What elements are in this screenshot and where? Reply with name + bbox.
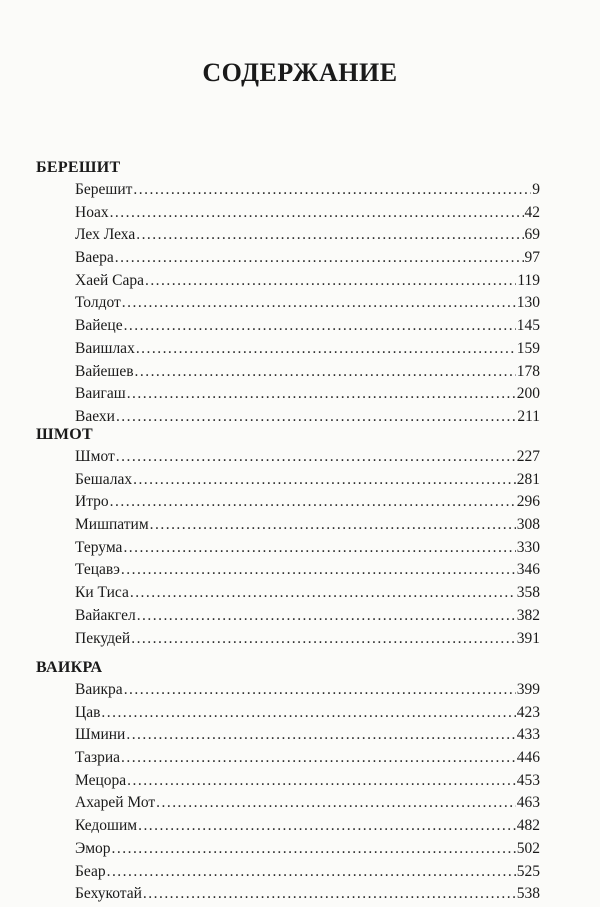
toc-entry bbox=[36, 838, 540, 861]
toc-entry bbox=[36, 861, 540, 884]
toc-entry bbox=[36, 537, 540, 560]
dot-leader bbox=[136, 338, 516, 361]
dot-leader bbox=[127, 383, 516, 406]
toc-entry-page-number: 130 bbox=[516, 294, 540, 312]
dot-leader bbox=[130, 582, 516, 605]
toc-list bbox=[36, 679, 540, 906]
toc-entry bbox=[36, 815, 540, 838]
toc-entry-name: Тецавэ bbox=[75, 561, 120, 579]
dot-leader bbox=[133, 469, 516, 492]
toc-entry bbox=[36, 605, 540, 628]
dot-leader bbox=[150, 514, 516, 537]
toc-entry bbox=[36, 724, 540, 747]
dot-leader bbox=[110, 202, 524, 225]
toc-entry bbox=[36, 446, 540, 469]
toc-entry bbox=[36, 559, 540, 582]
dot-leader bbox=[145, 270, 516, 293]
toc-entry-name: Лех Леха bbox=[75, 226, 136, 244]
toc-entry-page-number: 119 bbox=[517, 271, 540, 289]
toc-entry-page-number: 308 bbox=[516, 516, 540, 534]
toc-entry-name: Ваикра bbox=[75, 681, 123, 698]
toc-entry bbox=[36, 582, 540, 605]
dot-leader bbox=[123, 537, 515, 560]
toc-entry-page-number: 453 bbox=[516, 771, 540, 789]
toc-entry-page-number: 281 bbox=[516, 470, 540, 488]
page-title: СОДЕРЖАНИЕ bbox=[202, 58, 398, 87]
toc-entry-page-number: 538 bbox=[516, 885, 540, 903]
toc-entry-name: Ваехи bbox=[75, 407, 115, 425]
dot-leader bbox=[138, 815, 516, 838]
toc-entry-name: Бешалах bbox=[75, 470, 133, 488]
toc-entry-name: Вайакгел bbox=[75, 606, 136, 624]
toc-entry bbox=[36, 679, 540, 702]
toc-entry-page-number: 358 bbox=[516, 584, 540, 602]
dot-leader bbox=[124, 679, 516, 702]
toc-entry bbox=[36, 702, 540, 725]
toc-entry bbox=[36, 292, 540, 315]
toc-entry-page-number: 227 bbox=[516, 448, 540, 465]
dot-leader bbox=[131, 628, 516, 651]
dot-leader bbox=[127, 770, 516, 793]
toc-entry-page-number: 145 bbox=[516, 317, 540, 335]
toc-entry bbox=[36, 628, 540, 651]
toc-entry-name: Ахарей Мот bbox=[75, 794, 156, 812]
toc-entry bbox=[36, 383, 540, 406]
toc-entry-page-number: 200 bbox=[516, 385, 540, 403]
toc-entry-name: Ки Тиса bbox=[75, 584, 129, 602]
toc-entry-page-number: 9 bbox=[532, 181, 540, 198]
toc-entry-page-number: 330 bbox=[516, 538, 540, 556]
toc-entry-name: Ваигаш bbox=[75, 385, 126, 403]
toc-entry-name: Толдот bbox=[75, 294, 121, 312]
dot-leader bbox=[121, 747, 516, 770]
dot-leader bbox=[107, 861, 516, 884]
dot-leader bbox=[112, 838, 516, 861]
toc-entry-page-number: 296 bbox=[516, 493, 540, 511]
toc-entry-page-number: 346 bbox=[516, 561, 540, 579]
toc-entry bbox=[36, 247, 540, 270]
toc-entry-name: Терума bbox=[75, 538, 123, 556]
section-heading: ВАИКРА bbox=[36, 659, 103, 676]
toc-entry-page-number: 159 bbox=[516, 339, 540, 357]
toc-entry-page-number: 525 bbox=[516, 862, 540, 880]
toc-entry-name: Мецора bbox=[75, 771, 127, 789]
toc-entry-name: Вайеце bbox=[75, 317, 123, 335]
toc-entry bbox=[36, 224, 540, 247]
toc-entry-page-number: 97 bbox=[524, 249, 540, 267]
toc-entry-name: Мишпатим bbox=[75, 516, 149, 534]
section-heading: ШМОТ bbox=[36, 426, 93, 443]
toc-entry-name: Вайешев bbox=[75, 362, 134, 380]
dot-leader bbox=[116, 446, 516, 469]
toc-entry-page-number: 446 bbox=[516, 749, 540, 767]
dot-leader bbox=[110, 491, 516, 514]
toc-list bbox=[36, 446, 540, 650]
toc-entry bbox=[36, 491, 540, 514]
section-bereshit bbox=[36, 157, 540, 429]
dot-leader bbox=[115, 247, 524, 270]
dot-leader bbox=[121, 559, 516, 582]
toc-entry-page-number: 178 bbox=[516, 362, 540, 380]
toc-entry bbox=[36, 338, 540, 361]
toc-entry-name: Тазриа bbox=[75, 749, 121, 767]
section-shmot bbox=[36, 424, 540, 650]
toc-entry-name: Беар bbox=[75, 862, 106, 880]
dot-leader bbox=[101, 702, 515, 725]
toc-entry-name: Итро bbox=[75, 493, 109, 511]
toc-entry-page-number: 502 bbox=[516, 839, 540, 857]
section-heading: БЕРЕШИТ bbox=[36, 159, 121, 176]
toc-entry bbox=[36, 202, 540, 225]
dot-leader bbox=[133, 179, 531, 202]
dot-leader bbox=[143, 883, 516, 906]
section-vaikra bbox=[36, 657, 540, 906]
toc-entry bbox=[36, 883, 540, 906]
toc-entry-name: Кедошим bbox=[75, 817, 138, 835]
dot-leader bbox=[137, 605, 516, 628]
dot-leader bbox=[156, 792, 516, 815]
dot-leader bbox=[126, 724, 515, 747]
toc-entry-name: Ваишлах bbox=[75, 339, 135, 357]
toc-entry-page-number: 211 bbox=[517, 407, 540, 425]
toc-entry bbox=[36, 770, 540, 793]
dot-leader bbox=[122, 292, 516, 315]
toc-entry bbox=[36, 469, 540, 492]
toc-entry bbox=[36, 747, 540, 770]
toc-entry-name: Ноах bbox=[75, 203, 109, 221]
toc-entry bbox=[36, 514, 540, 537]
toc-entry-name: Шмот bbox=[75, 448, 115, 465]
dot-leader bbox=[124, 315, 516, 338]
toc-entry-page-number: 382 bbox=[516, 606, 540, 624]
toc-entry-page-number: 423 bbox=[516, 703, 540, 721]
toc-entry-name: Эмор bbox=[75, 839, 111, 857]
toc-entry bbox=[36, 315, 540, 338]
toc-entry-page-number: 463 bbox=[516, 794, 540, 812]
toc-entry bbox=[36, 361, 540, 384]
toc-entry-name: Шмини bbox=[75, 726, 126, 744]
toc-entry-page-number: 391 bbox=[516, 629, 540, 647]
dot-leader bbox=[136, 224, 523, 247]
toc-entry-page-number: 69 bbox=[524, 226, 540, 244]
toc-entry-page-number: 482 bbox=[516, 817, 540, 835]
toc-entry-page-number: 42 bbox=[524, 203, 540, 221]
toc-entry bbox=[36, 179, 540, 202]
toc-entry-name: Хаей Сара bbox=[75, 271, 144, 289]
toc-entry-name: Ваера bbox=[75, 249, 114, 267]
toc-entry-name: Берешит bbox=[75, 181, 133, 198]
toc-entry-name: Пекудей bbox=[75, 629, 131, 647]
dot-leader bbox=[135, 361, 516, 384]
toc-entry-name: Бехукотай bbox=[75, 885, 142, 903]
toc-entry-page-number: 399 bbox=[516, 681, 540, 698]
toc-entry bbox=[36, 270, 540, 293]
toc-list bbox=[36, 179, 540, 429]
toc-entry-name: Цав bbox=[75, 703, 101, 721]
toc-entry-page-number: 433 bbox=[516, 726, 540, 744]
toc-entry bbox=[36, 792, 540, 815]
